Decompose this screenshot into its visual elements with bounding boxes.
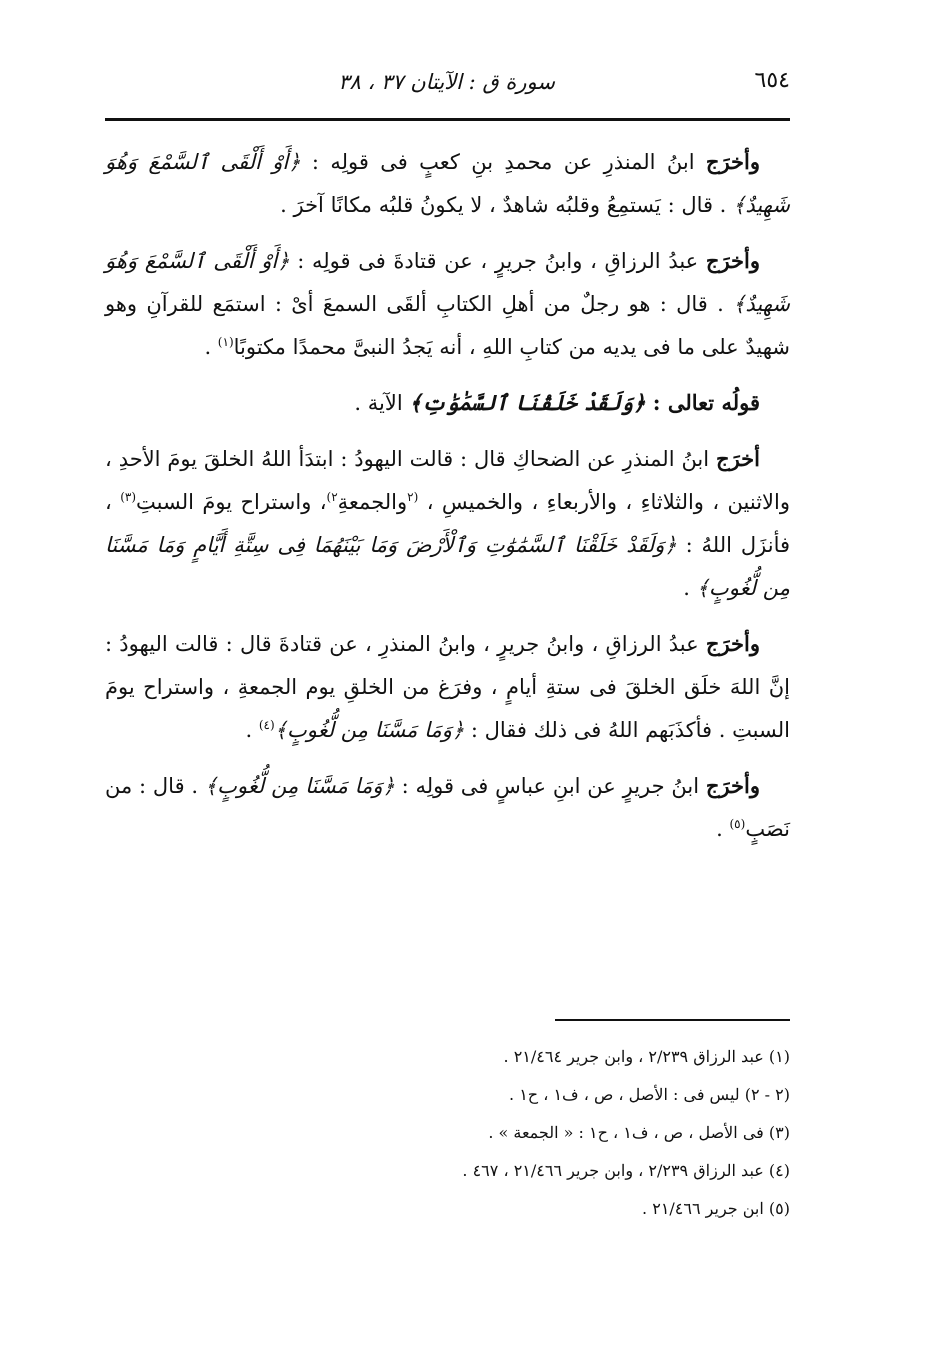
section-heading [105, 381, 790, 425]
paragraph-text: ابنُ جريرٍ عن ابنِ عباسٍ فى قولِه : [394, 774, 706, 798]
paragraph-text: عبدُ الرزاقِ ، وابنُ جريرٍ ، وابنُ المنذرِ ، عن قتادةَ قال : قالت اليهودُ : إنَّ اللهَ خلَق الخلقَ فى ستةِ أيامٍ ، وفرَغ من الخلقِ يوم الجمعةِ ، واستراح يومَ السبتِ . فأكذَبَهم اللهُ فى ذلك فقال : [105, 632, 790, 742]
paragraph-text: . [683, 576, 697, 600]
paragraph-lead: وأخرَج [705, 149, 761, 174]
paragraph-1 [105, 140, 790, 227]
paragraph-text: ، فأنزَل اللهُ : [105, 490, 791, 557]
footnote: (٥) ابن جرير ٢١/٤٦٦ . [642, 1199, 790, 1218]
quran-quote: ﴿أَوْ أَلْقَى ٱلسَّمْعَ وَهُوَ شَهِيدٌ﴾ [105, 249, 790, 316]
footnote: (٤) عبد الرزاق ٢/٢٣٩ ، وابن جرير ٢١/٤٦٦ ، ٤٦٧ . [462, 1161, 790, 1180]
paragraph-text: . قال : يَستمِعُ وقلبُه شاهدٌ ، لا يكونُ قلبُه مكانًا آخرَ . [280, 193, 734, 217]
paragraph-3 [105, 437, 790, 610]
paragraph-text: . [204, 335, 218, 359]
quran-quote: ﴿وَلَقَدْ خَلَقْنَا ٱلسَّمَٰوَٰتِ وَٱلْأَرْضَ وَمَا بَيْنَهُمَا فِى سِتَّةِ أَيَّامٍ وَمَا مَسَّنَا مِن لُّغُوبٍ﴾ [105, 533, 790, 600]
paragraph-text: ابنُ المنذرِ عن محمدِ بنِ كعبٍ فى قولِه : [300, 150, 706, 174]
quran-quote: ﴿وَمَا مَسَّنَا مِن لُّغُوبٍ﴾ [204, 774, 395, 798]
paragraph-lead: وأخرَج [705, 773, 760, 798]
paragraph-text: والجمعةِ [337, 490, 408, 514]
paragraph-4 [105, 622, 790, 752]
paragraph-lead: أخرَج [716, 446, 760, 471]
main-text [105, 140, 790, 863]
paragraph-text: . [245, 718, 259, 742]
paragraph-text: ، واستراح يومَ السبتِ [136, 490, 327, 514]
paragraph-5 [105, 764, 790, 851]
footnote: (١) عبد الرزاق ٢/٢٣٩ ، وابن جرير ٢١/٤٦٤ . [503, 1047, 790, 1066]
quran-quote: ﴿أَوْ أَلْقَى ٱلسَّمْعَ وَهُوَ شَهِيدٌ﴾ [105, 150, 790, 217]
paragraph-2 [105, 239, 790, 369]
footnote-ref: ٢) [326, 490, 338, 504]
heading-lead: قولُه تعالى : [645, 390, 760, 415]
footnote: (٣) فى الأصل ، ص ، ف١ ، ح١ : « الجمعة » . [488, 1123, 790, 1142]
footnote-ref: (٤) [258, 718, 275, 732]
footnote-ref: (٣) [120, 490, 137, 504]
paragraph-text: ابنُ المنذرِ عن الضحاكِ قال : قالت اليهودُ : ابتدَأ اللهُ الخلقَ يومَ الأحدِ ، والاثنين ، والثلاثاءِ ، والأربعاءِ ، والخميسِ ، [105, 447, 790, 514]
footnote: (٢ - ٢) ليس فى : الأصل ، ص ، ف١ ، ح١ . [509, 1085, 790, 1104]
heading-text: الآية . [354, 391, 410, 415]
page-number: ٦٥٤ [754, 68, 790, 93]
footnotes [105, 1038, 790, 1228]
paragraph-lead: وأخرَج [705, 631, 760, 656]
paragraph-text: . [716, 817, 730, 841]
footnote-ref: (٥) [729, 817, 746, 831]
paragraph-text: . قال : هو رجلٌ من أهلِ الكتابِ ألقَى السمعَ أىْ : استمَع للقرآنِ وهو شهيدٌ على ما فى يديه من كتابِ اللهِ ، أنه يَجدُ النبىَّ محمدًا مكتوبًا [105, 292, 790, 359]
quran-quote: ﴿وَلَقَدْ خَلَقْنَا ٱلسَّمَٰوَٰتِ﴾ [409, 390, 646, 415]
paragraph-text: عبدُ الرزاقِ ، وابنُ جريرٍ ، عن قتادةَ فى قولِه : [289, 249, 706, 273]
running-title: سورة ق : الآيتان ٣٧ ، ٣٨ [338, 70, 555, 94]
paragraph-lead: وأخرَج [705, 248, 760, 273]
header-rule [105, 118, 790, 121]
footnote-rule [555, 1019, 790, 1021]
footnote-ref: (٢ [407, 490, 419, 504]
paragraph-text: . قال : من نَصَبٍ [105, 774, 790, 841]
footnote-ref: (١) [217, 335, 234, 349]
quran-quote: ﴿وَمَا مَسَّنَا مِن لُّغُوبٍ﴾ [274, 718, 465, 742]
page-header [105, 62, 790, 102]
